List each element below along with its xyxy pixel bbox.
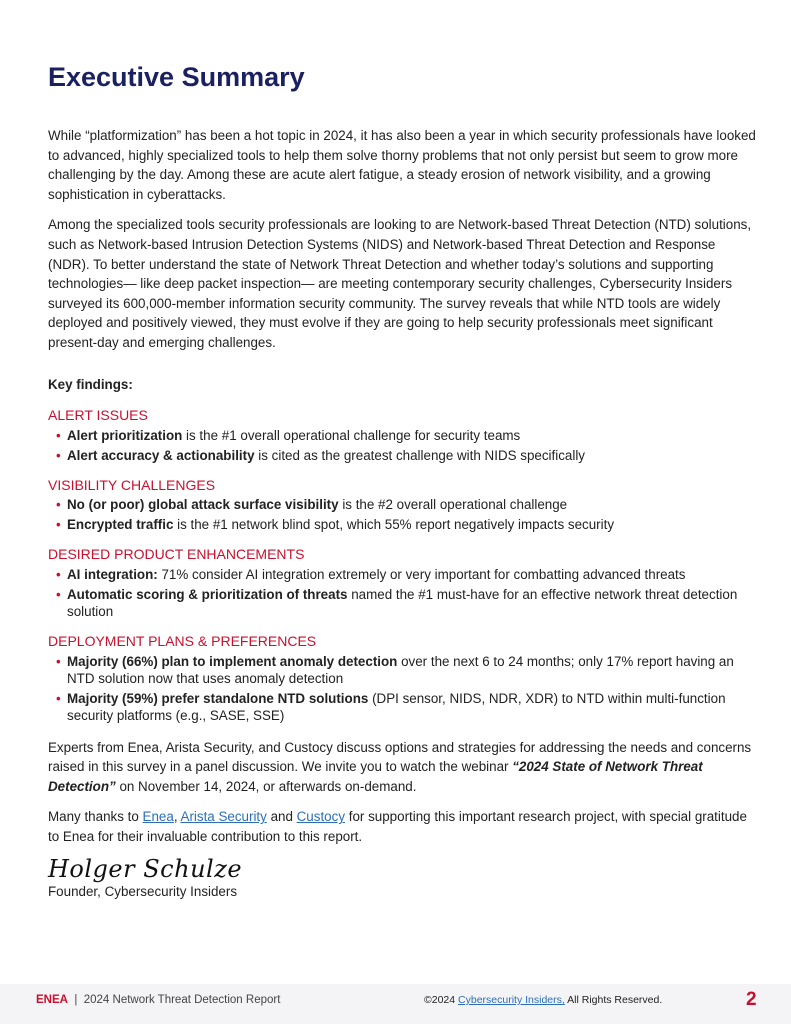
footer-sep: | [74,994,78,1006]
experts-text: Experts from Enea, Arista Security, and Custocy discuss options and strategies for addressing the needs and concerns raised in this survey in a panel discussion. We invite you to watch the webinar [48,739,752,775]
intro-paragraph: Among the specialized tools security professionals are looking to are Network-based Threat Detection (NTD) solutions, such as Network-based Intrusion Detection Systems (NIDS) and Network-based Threat Detection and Response (NDR). To better understand the state of Network Threat Detection and whether today’s solutions and supporting technologies— like deep packet inspection— are meeting contemporary security challenges, Cybersecurity Insiders surveyed its 600,000-member information security community. The survey reveals that while NTD tools are widely deployed and positively viewed, they must evolve if they are going to help security professionals meet significant present-day and emerging challenges. [48,217,752,350]
finding-item [56,566,758,583]
experts-after: on November 14, 2024, or afterwards on-demand. [115,778,417,794]
findings-list [48,653,758,724]
finding-bold: Alert prioritization [67,427,183,443]
copy: ©2024 [424,994,459,1006]
finding-text: is the #2 overall operational challenge [338,497,568,513]
footer-left [36,994,280,1006]
finding-item [56,496,758,513]
section-heading: VISIBILITY CHALLENGES [48,476,216,493]
finding-item [56,690,758,724]
finding-bold: Encrypted traffic [67,517,174,533]
signature: Holger Schulze [48,855,243,884]
finding-item [56,447,758,464]
experts-paragraph [48,738,758,797]
finding-item [56,516,758,533]
findings-list [48,427,758,464]
main-content [48,126,758,902]
sep: , [173,809,181,825]
finding-text: is the #1 overall operational challenge for security teams [182,427,521,443]
thanks-post: for supporting this important research project, with special gratitude to Enea for their invaluable contribution to this report. [48,809,747,844]
section-heading: DEPLOYMENT PLANS & PREFERENCES [48,632,317,649]
findings-list [48,496,758,533]
cybersecurity-insiders-link[interactable]: Cybersecurity Insiders, [458,994,565,1006]
footer-brand: ENEA [36,994,68,1006]
finding-bold: Alert accuracy & actionability [67,447,255,463]
page-number: 2 [746,989,757,1010]
custocy-link[interactable]: Custocy [296,809,346,825]
findings-list [48,566,758,620]
section-heading: ALERT ISSUES [48,407,148,424]
finding-text: is cited as the greatest challenge with NIDS specifically [254,447,586,463]
finding-bold: AI integration: [67,566,158,582]
finding-item [56,586,758,620]
footer [0,984,791,1024]
finding-item [56,653,758,687]
arista-link[interactable]: Arista Security [180,809,267,825]
page-title: Executive Summary [48,62,305,92]
footer-copyright [424,994,662,1006]
finding-text: over the next 6 to 24 months; only 17% report having an NTD solution now that uses anomaly detection [67,653,734,686]
sep: and [266,809,297,825]
finding-text: 71% consider AI integration extremely or very important for combatting advanced threats [157,566,686,582]
thanks-paragraph [48,807,758,846]
finding-text: named the #1 must-have for an effective network threat detection solution [67,586,738,619]
finding-bold: Automatic scoring & prioritization of threats [67,586,348,602]
key-findings-label: Key findings: [48,376,133,392]
thanks-pre: Many thanks to [48,809,143,825]
finding-bold: Majority (66%) plan to implement anomaly detection [67,653,398,669]
finding-item [56,427,758,444]
section-heading: DESIRED PRODUCT ENHANCEMENTS [48,546,305,563]
rights: All Rights Reserved. [564,994,663,1006]
webinar-title: “2024 State of Network Threat Detection” [48,759,703,794]
findings-sections [48,406,758,723]
finding-text: is the #1 network blind spot, which 55% report negatively impacts security [173,517,615,533]
footer-report: 2024 Network Threat Detection Report [83,994,281,1006]
finding-bold: Majority (59%) prefer standalone NTD solutions [67,690,369,706]
intro-paragraph: While “platformization” has been a hot topic in 2024, it has also been a year in which security professionals have looked to advanced, highly specialized tools to help them solve thorny problems that not only persist but seem to grow more challenging by the day. Among these are acute alert fatigue, a steady erosion of network visibility, and a growing sophistication in cyberattacks. [48,128,756,202]
finding-bold: No (or poor) global attack surface visibility [67,497,339,513]
finding-text: (DPI sensor, NIDS, NDR, XDR) to NTD within multi-function security platforms (e.g., SASE, SSE) [67,690,726,723]
signer-title: Founder, Cybersecurity Insiders [48,884,238,900]
enea-link[interactable]: Enea [142,809,174,825]
